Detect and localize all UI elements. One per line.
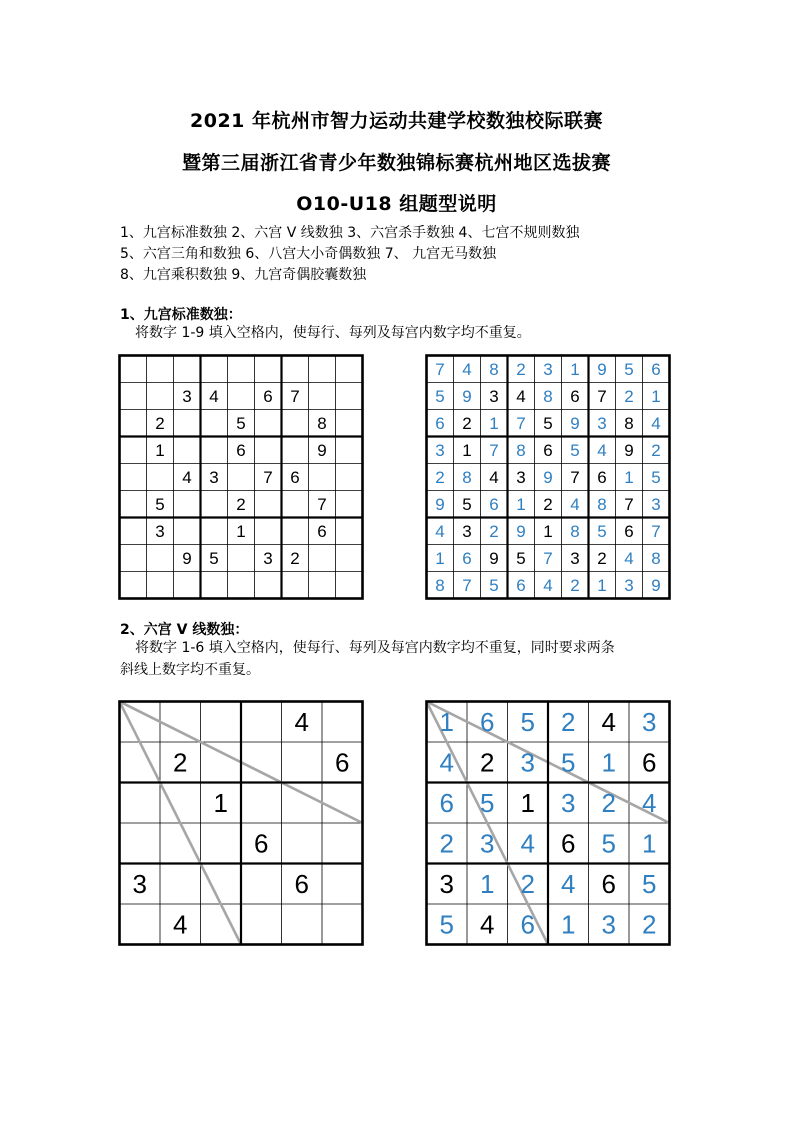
given-digit: 6 — [236, 441, 246, 461]
solution-digit: 1 — [624, 468, 634, 488]
given-digit: 8 — [317, 414, 327, 434]
given-digit: 3 — [462, 522, 472, 542]
section-2-heading: 2、六宫 V 线数独： — [120, 622, 249, 638]
solution-digit: 3 — [480, 828, 495, 859]
solution-digit: 4 — [561, 869, 576, 900]
solution-digit: 6 — [462, 549, 472, 569]
solution-digit: 2 — [601, 788, 616, 819]
solution-digit: 1 — [651, 387, 661, 407]
given-digit: 5 — [516, 549, 526, 569]
solution-digit: 3 — [642, 707, 657, 738]
given-digit: 6 — [642, 747, 657, 778]
solution-digit: 6 — [480, 707, 495, 738]
solution-digit: 4 — [570, 495, 580, 515]
given-digit: 7 — [263, 468, 273, 488]
solution-digit: 5 — [642, 869, 657, 900]
given-digit: 5 — [543, 414, 553, 434]
solution-digit: 3 — [435, 441, 445, 461]
given-digit: 9 — [489, 549, 499, 569]
solution-digit: 3 — [597, 414, 607, 434]
solution-digit: 8 — [543, 387, 553, 407]
sudoku9-solution-grid — [425, 354, 671, 600]
given-digit: 7 — [290, 387, 300, 407]
given-digit: 5 — [462, 495, 472, 515]
type-list-line-2: 5、六宫三角和数独 6、八宫大小奇偶数独 7、 九宫无马数独 — [120, 246, 497, 262]
given-digit: 6 — [294, 869, 309, 900]
solution-digit: 5 — [439, 909, 454, 940]
solution-digit: 2 — [624, 387, 634, 407]
solution-digit: 7 — [651, 522, 661, 542]
solution-digit: 2 — [435, 468, 445, 488]
solution-digit: 1 — [489, 414, 499, 434]
solution-digit: 7 — [543, 549, 553, 569]
solution-digit: 5 — [601, 828, 616, 859]
given-digit: 7 — [597, 387, 607, 407]
solution-digit: 2 — [520, 869, 535, 900]
solution-digit: 1 — [597, 576, 607, 596]
given-digit: 2 — [155, 414, 165, 434]
given-digit: 3 — [570, 549, 580, 569]
solution-digit: 2 — [489, 522, 499, 542]
solution-digit: 7 — [435, 360, 445, 380]
solution-digit: 4 — [543, 576, 553, 596]
given-digit: 4 — [209, 387, 219, 407]
solution-digit: 1 — [439, 707, 454, 738]
given-digit: 7 — [624, 495, 634, 515]
given-digit: 4 — [182, 468, 192, 488]
given-digit: 3 — [209, 468, 219, 488]
solution-digit: 2 — [642, 909, 657, 940]
solution-digit: 1 — [435, 549, 445, 569]
solution-digit: 9 — [462, 387, 472, 407]
given-digit: 3 — [132, 869, 147, 900]
given-digit: 3 — [439, 869, 454, 900]
given-digit: 4 — [173, 909, 188, 940]
given-digit: 1 — [520, 788, 535, 819]
given-digit: 9 — [182, 549, 192, 569]
given-digit: 5 — [209, 549, 219, 569]
solution-digit: 5 — [435, 387, 445, 407]
section-1-rule: 将数字 1-9 填入空格内，使每行、每列及每宫内数字均不重复。 — [135, 325, 531, 341]
solution-digit: 4 — [642, 788, 657, 819]
given-digit: 6 — [290, 468, 300, 488]
given-digit: 9 — [624, 441, 634, 461]
title-line-3: O10-U18 组题型说明 — [296, 193, 497, 215]
section-2-rule-line-2: 斜线上数字均不重复。 — [120, 662, 260, 678]
solution-digit: 1 — [480, 869, 495, 900]
type-list-line-1: 1、九宫标准数独 2、六宫 V 线数独 3、六宫杀手数独 4、七宫不规则数独 — [120, 225, 580, 241]
solution-digit: 4 — [462, 360, 472, 380]
title-line-1: 2021 年杭州市智力运动共建学校数独校际联赛 — [190, 110, 603, 132]
solution-digit: 6 — [516, 576, 526, 596]
given-digit: 7 — [570, 468, 580, 488]
given-digit: 5 — [236, 414, 246, 434]
solution-digit: 1 — [561, 909, 576, 940]
given-digit: 6 — [601, 869, 616, 900]
solution-digit: 1 — [601, 747, 616, 778]
sudoku6-v-line-solution-grid — [425, 700, 673, 948]
given-digit: 1 — [213, 788, 228, 819]
given-digit: 3 — [182, 387, 192, 407]
solution-digit: 3 — [651, 495, 661, 515]
solution-digit: 4 — [435, 522, 445, 542]
solution-digit: 9 — [597, 360, 607, 380]
solution-digit: 4 — [624, 549, 634, 569]
solution-digit: 1 — [642, 828, 657, 859]
given-digit: 4 — [516, 387, 526, 407]
solution-digit: 2 — [570, 576, 580, 596]
given-digit: 1 — [155, 441, 165, 461]
sudoku9-puzzle-grid — [118, 354, 364, 600]
solution-digit: 6 — [520, 909, 535, 940]
given-digit: 6 — [543, 441, 553, 461]
solution-digit: 4 — [520, 828, 535, 859]
solution-digit: 8 — [597, 495, 607, 515]
section-2-rule-line-1: 将数字 1-6 填入空格内，使每行、每列及每宫内数字均不重复，同时要求两条 — [135, 640, 615, 656]
solution-digit: 3 — [561, 788, 576, 819]
solution-digit: 9 — [651, 576, 661, 596]
solution-digit: 9 — [435, 495, 445, 515]
solution-digit: 8 — [462, 468, 472, 488]
solution-digit: 9 — [543, 468, 553, 488]
solution-digit: 6 — [435, 414, 445, 434]
solution-digit: 7 — [516, 414, 526, 434]
given-digit: 5 — [155, 495, 165, 515]
solution-digit: 5 — [570, 441, 580, 461]
grid-background — [120, 356, 363, 599]
given-digit: 8 — [624, 414, 634, 434]
given-digit: 9 — [317, 441, 327, 461]
given-digit: 3 — [263, 549, 273, 569]
given-digit: 2 — [543, 495, 553, 515]
given-digit: 7 — [317, 495, 327, 515]
given-digit: 6 — [254, 828, 269, 859]
given-digit: 2 — [462, 414, 472, 434]
given-digit: 6 — [570, 387, 580, 407]
given-digit: 1 — [462, 441, 472, 461]
given-digit: 4 — [601, 707, 616, 738]
type-list-line-3: 8、九宫乘积数独 9、九宫奇偶胶囊数独 — [120, 267, 367, 283]
given-digit: 1 — [543, 522, 553, 542]
solution-digit: 5 — [651, 468, 661, 488]
solution-digit: 4 — [439, 747, 454, 778]
solution-digit: 1 — [570, 360, 580, 380]
given-digit: 6 — [335, 747, 350, 778]
given-digit: 3 — [489, 387, 499, 407]
given-digit: 6 — [317, 522, 327, 542]
solution-digit: 9 — [570, 414, 580, 434]
given-digit: 2 — [236, 495, 246, 515]
solution-digit: 3 — [520, 747, 535, 778]
solution-digit: 2 — [516, 360, 526, 380]
title-line-2: 暨第三届浙江省青少年数独锦标赛杭州地区选拔赛 — [181, 152, 611, 174]
given-digit: 2 — [480, 747, 495, 778]
solution-digit: 3 — [601, 909, 616, 940]
given-digit: 2 — [173, 747, 188, 778]
given-digit: 6 — [561, 828, 576, 859]
given-digit: 6 — [624, 522, 634, 542]
solution-digit: 2 — [439, 828, 454, 859]
solution-digit: 2 — [561, 707, 576, 738]
solution-digit: 8 — [651, 549, 661, 569]
given-digit: 2 — [597, 549, 607, 569]
solution-digit: 6 — [651, 360, 661, 380]
solution-digit: 7 — [462, 576, 472, 596]
given-digit: 4 — [294, 707, 309, 738]
solution-digit: 2 — [651, 441, 661, 461]
solution-digit: 5 — [561, 747, 576, 778]
given-digit: 6 — [263, 387, 273, 407]
given-digit: 4 — [489, 468, 499, 488]
given-digit: 2 — [290, 549, 300, 569]
solution-digit: 3 — [624, 576, 634, 596]
given-digit: 1 — [236, 522, 246, 542]
solution-digit: 5 — [480, 788, 495, 819]
solution-digit: 8 — [516, 441, 526, 461]
solution-digit: 7 — [489, 441, 499, 461]
given-digit: 6 — [597, 468, 607, 488]
solution-digit: 1 — [516, 495, 526, 515]
given-digit: 4 — [480, 909, 495, 940]
solution-digit: 8 — [489, 360, 499, 380]
solution-digit: 8 — [570, 522, 580, 542]
solution-digit: 6 — [439, 788, 454, 819]
solution-digit: 5 — [624, 360, 634, 380]
given-digit: 3 — [516, 468, 526, 488]
solution-digit: 4 — [597, 441, 607, 461]
solution-digit: 9 — [516, 522, 526, 542]
solution-digit: 6 — [489, 495, 499, 515]
section-1-heading: 1、九宫标准数独： — [120, 307, 242, 323]
solution-digit: 5 — [489, 576, 499, 596]
solution-digit: 5 — [597, 522, 607, 542]
solution-digit: 3 — [543, 360, 553, 380]
solution-digit: 5 — [520, 707, 535, 738]
given-digit: 3 — [155, 522, 165, 542]
solution-digit: 4 — [651, 414, 661, 434]
sudoku6-v-line-puzzle-grid — [118, 700, 366, 948]
solution-digit: 8 — [435, 576, 445, 596]
